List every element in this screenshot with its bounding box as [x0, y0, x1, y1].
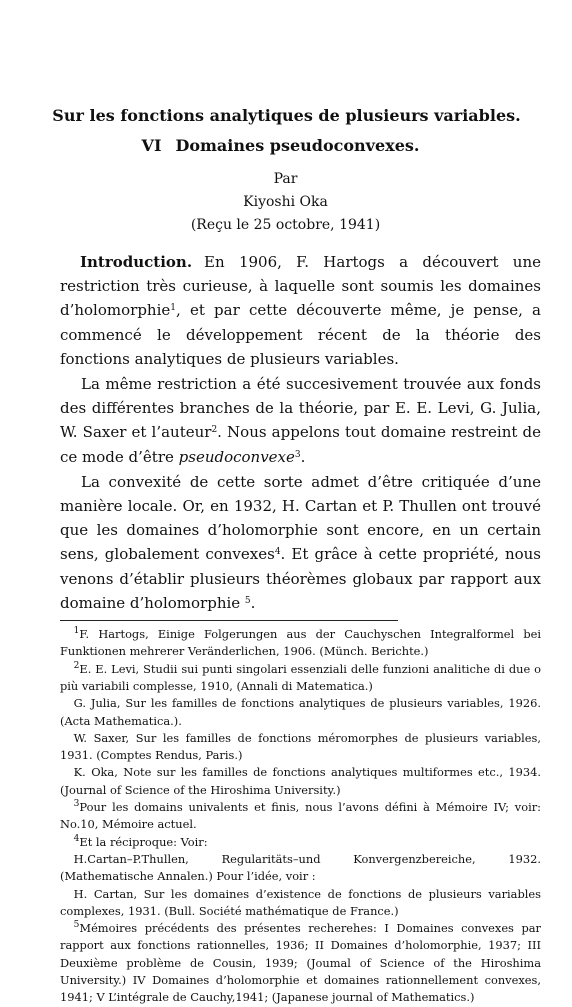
paragraph-text: La même restriction a été succesivement trouvée aux fonds des différentes branches de la théorie, par E. E. Levi, G. Julia, W. Saxer et l’auteur — [60, 375, 541, 442]
footnote-ref-2[interactable]: 2 — [211, 425, 218, 436]
footnote-text: Pour les domains univalents et finis, nous l’avons défini à Mémoire IV; voir: No.10, Mémoire actuel. — [60, 800, 541, 832]
footnote-ref-5[interactable]: 5 — [244, 595, 251, 606]
subtitle-text: Domaines pseudoconvexes. — [175, 136, 420, 155]
paragraph-text: . — [300, 447, 306, 466]
footnote-2 — [60, 661, 541, 696]
footnote-mark: 2 — [73, 660, 80, 671]
footnote-mark: 4 — [73, 833, 80, 844]
footnote-divider — [60, 620, 398, 621]
footnote-mark: 5 — [73, 920, 80, 931]
footnote-text: E. E. Levi, Studii sui punti singolari essenziali delle funzioni analitiche di due o più variabili complesse, 1910, (Annali di Matematica.) — [60, 661, 541, 693]
footnote-text: Mémoires précédents des présentes recherehes: I Domaines convexes par rapport aux fonctions rationnelles, 1936; II Domaines d’holomorphie, 1937; III Deuxième problème de Cousin, 1939; (Joumal of Science of the Hiroshima University.) IV Domaines d’holomorphie et domaines rationnellement convexes, 1941; V L’intégrale de Cauchy,1941; (Japanese journal of Mathematics.) — [60, 921, 541, 1005]
section-heading: Introduction. — [80, 253, 193, 271]
footnote-2-oka: K. Oka, Note sur les familles de fonctions analytiques multiformes etc., 1934. (Journal of Science of the Hiroshima University.) — [60, 765, 541, 797]
footnote-4-cartan-thullen: H.Cartan–P.Thullen, Regularitäts–und Konvergenzbereiche, 1932. (Mathematische Annalen.) Pour l’idée, voir : — [60, 851, 541, 884]
paragraph-text: . — [250, 593, 256, 612]
paragraph-text: . Et grâce à cette propriété, nous venons d’établir plusieurs théorèmes globaux par rapport aux domaine d’holomorphie — [60, 545, 541, 612]
footnote-2-saxer: W. Saxer, Sur les familles de fonctions méromorphes de plusieurs variables, 1931. (Comptes Rendus, Paris.) — [60, 730, 541, 763]
footnote-mark: 1 — [73, 626, 80, 637]
footnote-4 — [60, 834, 541, 851]
body-text — [60, 250, 541, 615]
footnote-4-cartan: H. Cartan, Sur les domaines d’existence de fonctions de plusieurs variables complexes, 1931. (Bull. Société mathématique de France.) — [60, 886, 541, 918]
byline-par: Par — [273, 171, 298, 187]
footnote-2-julia: G. Julia, Sur les familles de fonctions analytiques de plusieurs variables, 1926. (Acta Mathematica.). — [60, 696, 541, 728]
footnote-text: Et la réciproque: Voir: — [79, 834, 208, 849]
footnote-1 — [60, 626, 541, 661]
footnote-ref-1[interactable]: 1 — [170, 303, 176, 314]
term-pseudoconvexe: pseudoconvexe — [178, 447, 295, 466]
paper-subtitle — [20, 134, 541, 157]
paragraph-text: En 1906, F. Hartogs a découvert une restriction très curieuse, à laquelle sont soumis les domaines d’holomorphie — [60, 253, 541, 320]
paragraph-text: . Nous appelons tout domaine restreint de ce mode d’être — [60, 423, 541, 466]
footnote-text: F. Hartogs, Einige Folgerungen aus der Cauchyschen Integralformel bei Funktionen mehrerer Veränderlichen, 1906. (Münch. Berichte.) — [60, 627, 541, 659]
footnote-ref-3[interactable]: 3 — [294, 449, 301, 460]
paragraph-3 — [60, 470, 541, 615]
received-date: (Reçu le 25 octobre, 1941) — [190, 217, 381, 233]
author-name: Kiyoshi Oka — [243, 194, 328, 210]
paragraph-text: , et par cette découverte même, je pense, a commencé le développement récent de la théorie des fonctions analytiques de plusieurs variables. — [60, 301, 541, 368]
footnotes — [60, 626, 541, 1007]
footnote-ref-4[interactable]: 4 — [274, 547, 281, 558]
paragraph-introduction — [60, 250, 541, 371]
footnote-mark: 3 — [73, 799, 80, 810]
paragraph-2 — [60, 372, 541, 469]
footnote-3 — [60, 799, 541, 834]
footnote-5 — [60, 920, 541, 1006]
part-number: VI — [141, 136, 162, 155]
paragraph-text: La convexité de cette sorte admet d’être critiquée d’une manière locale. Or, en 1932, H. Cartan et P. Thullen ont trouvé que les domaines d’holomorphie sont encore, en un certain sens, globalement convexes — [60, 472, 541, 564]
paper-title: Sur les fonctions analytiques de plusieurs variables. — [52, 106, 521, 125]
